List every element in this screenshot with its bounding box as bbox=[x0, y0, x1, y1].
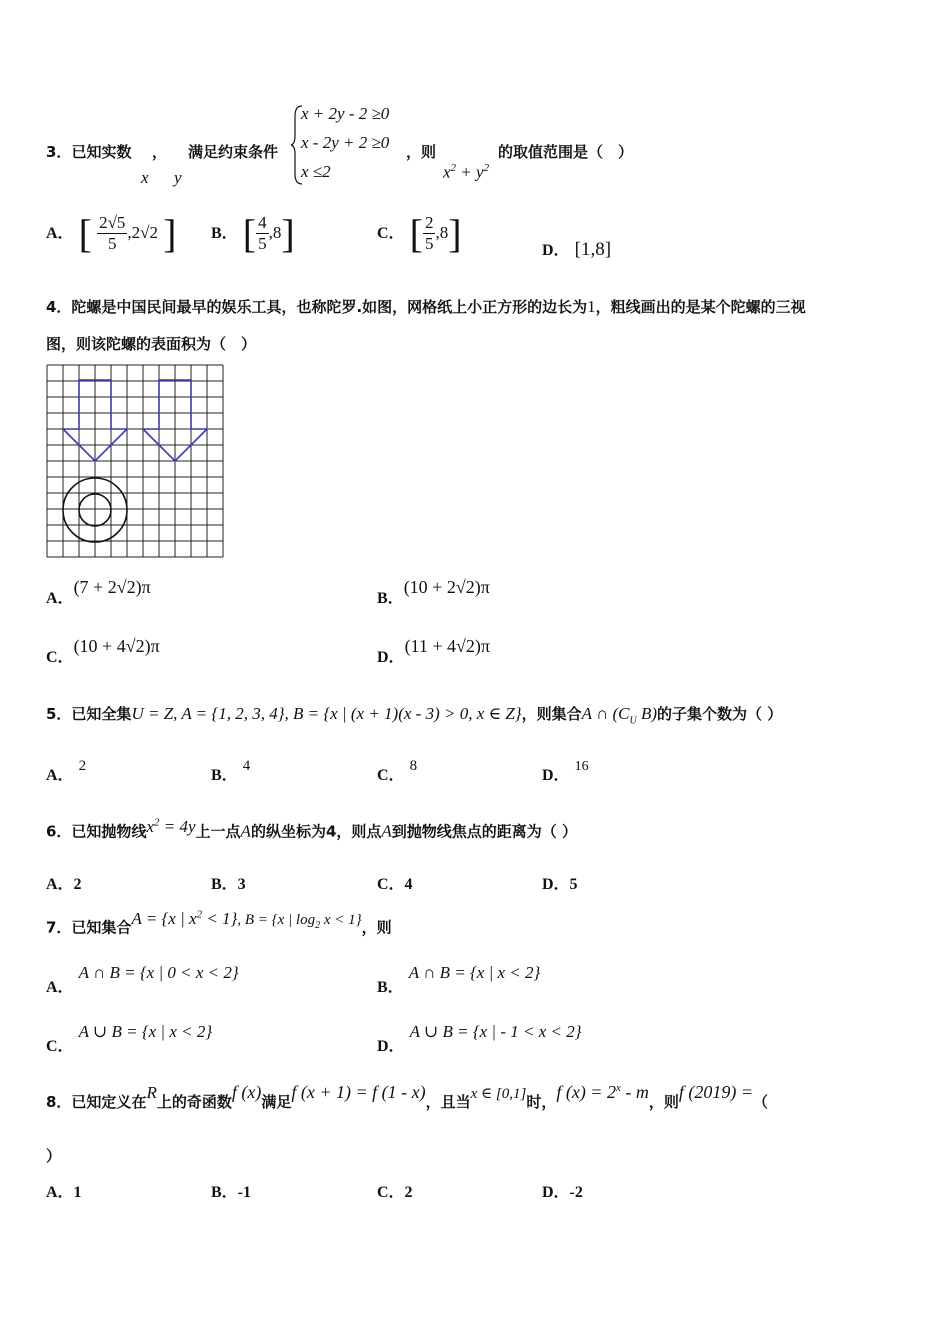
q3-text-2: 满足约束条件 bbox=[188, 143, 279, 161]
bracket: ] bbox=[448, 211, 462, 256]
q6-parabola: $x^2 = 4y$ bbox=[146, 816, 196, 836]
q8-definition: f $(x) = 2^x - m$ bbox=[556, 1082, 649, 1102]
q7-set-b: , B = {x | $\log_2 x < 1$} bbox=[237, 911, 362, 931]
option-label: A． bbox=[46, 225, 74, 242]
q5-option-a[interactable] bbox=[46, 755, 86, 785]
q8-text-2: 上的奇函数 bbox=[156, 1093, 232, 1111]
option-label: D． bbox=[542, 242, 570, 259]
q8-paren-close: ） bbox=[46, 1147, 62, 1165]
q8-option-a[interactable]: A．1 bbox=[46, 1184, 82, 1201]
q3-constraint-2: x - 2y + 2 ≥0 bbox=[301, 133, 390, 152]
option-label: A． bbox=[46, 590, 74, 607]
q7-set-a: A = {x | $x^2 < 1$} bbox=[131, 908, 238, 928]
q7-text-2: ，则 bbox=[361, 918, 392, 937]
upper-bound: ,8 bbox=[268, 223, 282, 242]
q7-option-a[interactable] bbox=[46, 963, 239, 997]
option-label: D． bbox=[542, 767, 570, 784]
q5-text-1: 5．已知全集 bbox=[46, 705, 132, 723]
numerator: 2 bbox=[424, 213, 434, 232]
q8-interval: x ∈ [0,1] bbox=[470, 1086, 527, 1102]
fraction bbox=[423, 213, 436, 254]
bracket: [ bbox=[409, 211, 423, 256]
q8-text-5: 时， bbox=[526, 1093, 557, 1111]
option-label: C． bbox=[377, 767, 405, 784]
option-label: B． bbox=[377, 979, 404, 996]
question-6 bbox=[46, 816, 577, 842]
option-label: C． bbox=[377, 225, 405, 242]
option-text: 4 bbox=[242, 758, 251, 774]
option-label: C． bbox=[46, 649, 74, 666]
q7-option-c[interactable] bbox=[46, 1022, 212, 1056]
upper-bound: ,8 bbox=[435, 223, 449, 242]
option-label: D． bbox=[377, 649, 405, 666]
q4-option-c[interactable] bbox=[46, 636, 160, 667]
q3-text-4: 的取值范围是（ ） bbox=[498, 143, 634, 161]
option-text: (7 + 2√2)π bbox=[73, 577, 151, 597]
q5-option-b[interactable] bbox=[211, 755, 250, 785]
denominator: 5 bbox=[258, 234, 267, 253]
q6-point-a: A bbox=[381, 821, 392, 841]
bracket: [ bbox=[242, 211, 257, 256]
q3-text-3: ，则 bbox=[406, 143, 437, 161]
option-text: A ∩ B = {x | 0 < x < 2} bbox=[78, 963, 239, 982]
q4-line-1: 4．陀螺是中国民间最早的娱乐工具，也称陀罗.如图，网格纸上小正方形的边长为1，粗线画出的是某个陀螺的三视 bbox=[46, 297, 806, 316]
q3-option-c[interactable] bbox=[377, 210, 462, 257]
q8-text-6: ，则 bbox=[648, 1093, 679, 1111]
q8-f2019: f (2019) = bbox=[678, 1082, 753, 1102]
q3-option-d[interactable] bbox=[542, 237, 611, 261]
option-label: B． bbox=[211, 225, 238, 242]
option-text: (11 + 4√2)π bbox=[404, 636, 491, 656]
denominator: 5 bbox=[424, 234, 434, 253]
option-label: A． bbox=[46, 979, 74, 996]
bracket: ] bbox=[281, 211, 295, 256]
option-text: [1,8] bbox=[574, 239, 612, 260]
q3-option-b[interactable] bbox=[211, 210, 295, 257]
q7-option-b[interactable] bbox=[377, 963, 540, 997]
q8-text-4: ，且当 bbox=[425, 1093, 471, 1111]
q6-text-2: 上一点 bbox=[195, 822, 241, 841]
q3-constraint-3: x ≤2 bbox=[301, 162, 331, 181]
q4-line-2: 图，则该陀螺的表面积为（ ） bbox=[46, 335, 257, 353]
q3-option-a[interactable] bbox=[46, 210, 176, 257]
three-view-figure bbox=[45, 363, 230, 563]
q6-option-c[interactable]: C．4 bbox=[377, 876, 413, 893]
q3-expression: $x^2 + y^2$ bbox=[443, 162, 490, 182]
q6-point-a: A bbox=[240, 821, 251, 841]
option-label: B． bbox=[211, 767, 238, 784]
option-label: B． bbox=[377, 590, 404, 607]
q6-text-1: 6．已知抛物线 bbox=[46, 822, 147, 841]
q5-expression: A ∩ ($C_U$ B) bbox=[581, 704, 658, 727]
option-label: D． bbox=[377, 1038, 405, 1055]
option-text: A ∩ B = {x | x < 2} bbox=[408, 963, 541, 982]
q8-text-3: 满足 bbox=[261, 1093, 292, 1111]
upper-bound: ,2√2 bbox=[127, 223, 159, 242]
option-text: A ∪ B = {x | - 1 < x < 2} bbox=[409, 1022, 582, 1041]
option-label: C． bbox=[46, 1038, 74, 1055]
option-text: A ∪ B = {x | x < 2} bbox=[78, 1022, 213, 1041]
q8-fx: f (x) bbox=[231, 1082, 262, 1102]
q8-text-1: 8．已知定义在 bbox=[46, 1093, 147, 1111]
q3-constraint-1: x + 2y - 2 ≥0 bbox=[301, 104, 390, 123]
option-text: (10 + 2√2)π bbox=[403, 577, 490, 597]
q5-option-d[interactable] bbox=[542, 755, 589, 785]
q8-option-c[interactable]: C．2 bbox=[377, 1184, 413, 1201]
q5-option-c[interactable] bbox=[377, 755, 417, 785]
q8-symmetry: f (x + 1) = f (1 - x) bbox=[291, 1082, 426, 1102]
bracket: [ bbox=[78, 211, 92, 256]
q5-text-3: 的子集个数为（ ） bbox=[657, 705, 783, 723]
option-text: 2 bbox=[78, 758, 87, 774]
q6-option-b[interactable]: B．3 bbox=[211, 876, 246, 893]
option-text: (10 + 4√2)π bbox=[73, 636, 160, 656]
fraction bbox=[97, 213, 127, 254]
option-text: 16 bbox=[574, 759, 589, 774]
q3-var-y: y bbox=[174, 168, 182, 187]
numerator: 4 bbox=[258, 213, 267, 232]
q6-text-4: 到抛物线焦点的距离为（ ） bbox=[391, 822, 578, 841]
option-text: 8 bbox=[409, 758, 418, 774]
q3-var-x: x bbox=[141, 168, 149, 187]
q5-text-2: ，则集合 bbox=[521, 705, 582, 723]
question-7 bbox=[46, 908, 392, 938]
q4-option-b[interactable] bbox=[377, 577, 490, 608]
q5-set-u-a: U = Z, A = {1, 2, 3, 4} bbox=[131, 704, 285, 723]
q6-text-3: 的纵坐标为4，则点 bbox=[250, 822, 382, 841]
q5-set-b: , B = {x | (x + 1)(x - 3) > 0, x ∈ Z} bbox=[284, 704, 522, 723]
q7-option-d[interactable] bbox=[377, 1022, 582, 1056]
q4-option-d[interactable] bbox=[377, 636, 490, 667]
q3-text-1: 3．已知实数 bbox=[46, 143, 132, 161]
option-label: A． bbox=[46, 767, 74, 784]
q4-option-a[interactable] bbox=[46, 577, 151, 608]
q8-paren-open: （ bbox=[753, 1093, 769, 1111]
q8-r: R bbox=[146, 1083, 157, 1102]
bracket: ] bbox=[163, 211, 177, 256]
fraction bbox=[256, 213, 269, 254]
numerator: 2√5 bbox=[99, 213, 126, 232]
q7-text-1: 7．已知集合 bbox=[46, 918, 132, 937]
q6-option-a[interactable]: A．2 bbox=[46, 876, 82, 893]
question-5 bbox=[46, 703, 782, 726]
question-8 bbox=[46, 1082, 768, 1112]
q6-option-d[interactable]: D．5 bbox=[542, 876, 578, 893]
q8-option-d[interactable]: D．-2 bbox=[542, 1184, 583, 1201]
denominator: 5 bbox=[108, 234, 117, 253]
q8-option-b[interactable]: B．-1 bbox=[211, 1184, 252, 1201]
q3-comma: ， bbox=[152, 143, 168, 161]
